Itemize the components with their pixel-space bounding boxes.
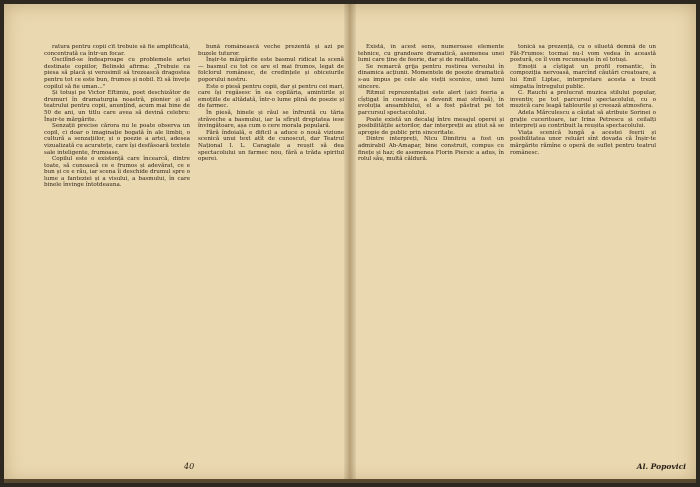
page-number: 40 <box>184 462 195 471</box>
author-signature: Al. Popovici <box>636 462 686 471</box>
paragraph: Ritmul reprezentației este alert (aici feeria a cîștigat în coeziune, a devenit mai strînsă), în evoluția ansamblului, el a fost păstrat pe tot parcursul spectacolului. <box>358 90 504 116</box>
left-column-2 <box>198 44 344 451</box>
paragraph: Emoții a cîștigat un profil romantic, în compoziția nervoasă, marcînd căutări creatoare, a lui Emil Liptac, interpretare acesta a trezit simpatia întregului public. <box>510 63 656 90</box>
paragraph: Senzații precise cărora nu le poate observa un copil, ci doar o imaginație bogată în ale limbii, o cultură a senzațiilor, și o poezie a artei, adesea vizualizată cu acuratețe, care își desfăsoară textele sale inteligente, frumoase. <box>44 123 190 156</box>
paragraph: Adela Mărculescu a căutat să atribuie Sorinei o grație cuceritoare, iar Irina Petrescu și ceilalți interpreți au contribuit la reușita spectacolului. <box>510 109 656 130</box>
paragraph: Înșir-te mărgărite este basmul ridicat la scenă — basmul cu tot ce are el mai frumos, legat de folclorul românesc, de credințele și obiceiurile poporului nostru. <box>198 57 344 83</box>
right-column-1 <box>358 44 504 451</box>
paragraph: Există, în acest sens, numeroase elemente tehnice, cu grandoare dramatică, asemenea unei lumi care ține de feerie, dar și de realitate. <box>358 44 504 64</box>
left-column-1 <box>44 44 190 451</box>
left-page <box>4 4 350 483</box>
paragraph: Dintre interpreți, Nicu Dimitriu a fost un admirabil Ab-Amapar, bine construit, compus cu finețe și haz; de asemenea Florin Piersic a adus, în rolul său, multă căldură. <box>358 136 504 163</box>
paragraph: Viața scenică lungă a acestei feerii și posibilitatea unor reluări sînt dovada că Înșir-te mărgărite rămîne o operă de suflet pentru teatrul românesc. <box>510 129 656 156</box>
paragraph: Și totuși pe Victor Eftimiu, poet deschizător de drumuri în dramaturgia noastră, pionier și al teatrului pentru copii, anunțînd, acum mai bine de 50 de ani, un titlu care avea să devină celebru: Înșir-te mărgărite. <box>44 90 190 123</box>
paragraph: ratura pentru copii cît trebuie să fie amplificată, concentrată ca într-un focar. <box>44 44 190 57</box>
paragraph: Copilul este o existență care încearcă, dintre toate, să cunoască ce e frumos și adevărat, ce e bun și ce e rău, iar scena îi deschide drumul spre o lume a fanteziei și a visului, a basmului, în care binele învinge întotdeauna. <box>44 156 190 189</box>
paragraph: În piesă, binele și răul se înfruntă cu tăria străveche a basmului, iar la sfîrșit dreptatea iese învingătoare, așa cum o cere morala populară. <box>198 109 344 130</box>
paragraph: Oscilînd-se îndeaproape cu problemele artei destinate copiilor, Belinski afirma: „Trebuie ca piesa să placă și verosimil să trezească dragostea pentru tot ce este bun, frumos și nobil. Ei să învețe copilul să fie uman..." <box>44 57 190 90</box>
right-column-2 <box>510 44 656 451</box>
right-page <box>350 4 696 483</box>
paragraph: bună românească veche prezentă și azi pe buzele tuturor. <box>198 44 344 57</box>
paragraph: C. Rauchi a prelucrat muzica stilului popular, inventiv, pe tot parcursul spectacolului, cu o muzică care leagă tablourile și creează atmosfera. <box>510 90 656 110</box>
paragraph: tonică sa prezență, cu o siluetă demnă de un Făt-Frumos: tocmai nu-l vom vedea în această postură, ce îl vom recunoaște în el totuși. <box>510 44 656 64</box>
book-spread <box>4 4 696 483</box>
paragraph: Este o piesă pentru copii, dar și pentru cei mari, care își regăsesc în ea copilăria, amintirile și emoțiile de altădată, într-o lume plină de poezie și de farmec. <box>198 83 344 110</box>
paragraph: Poate există un decalaj între mesajul operei și posibilitățile actorilor, dar interpreții au știut să se apropie de public prin sinceritate. <box>358 116 504 136</box>
paragraph: Se remarcă grija pentru rostirea versului în dinamica acțiunii. Momentele de poezie dramatică s-au impus pe cele ale vieții scenice, unei lumi sincere. <box>358 63 504 90</box>
page-bottom-edge <box>4 479 696 483</box>
paragraph: Fără îndoială, e dificil a aduce o nouă viziune scenică unui text atît de cunoscut, dar Teatrul Național I. L. Caragiale a reușit să dea spectacolului un farmec nou, fără a trăda spiritul operei. <box>198 129 344 163</box>
